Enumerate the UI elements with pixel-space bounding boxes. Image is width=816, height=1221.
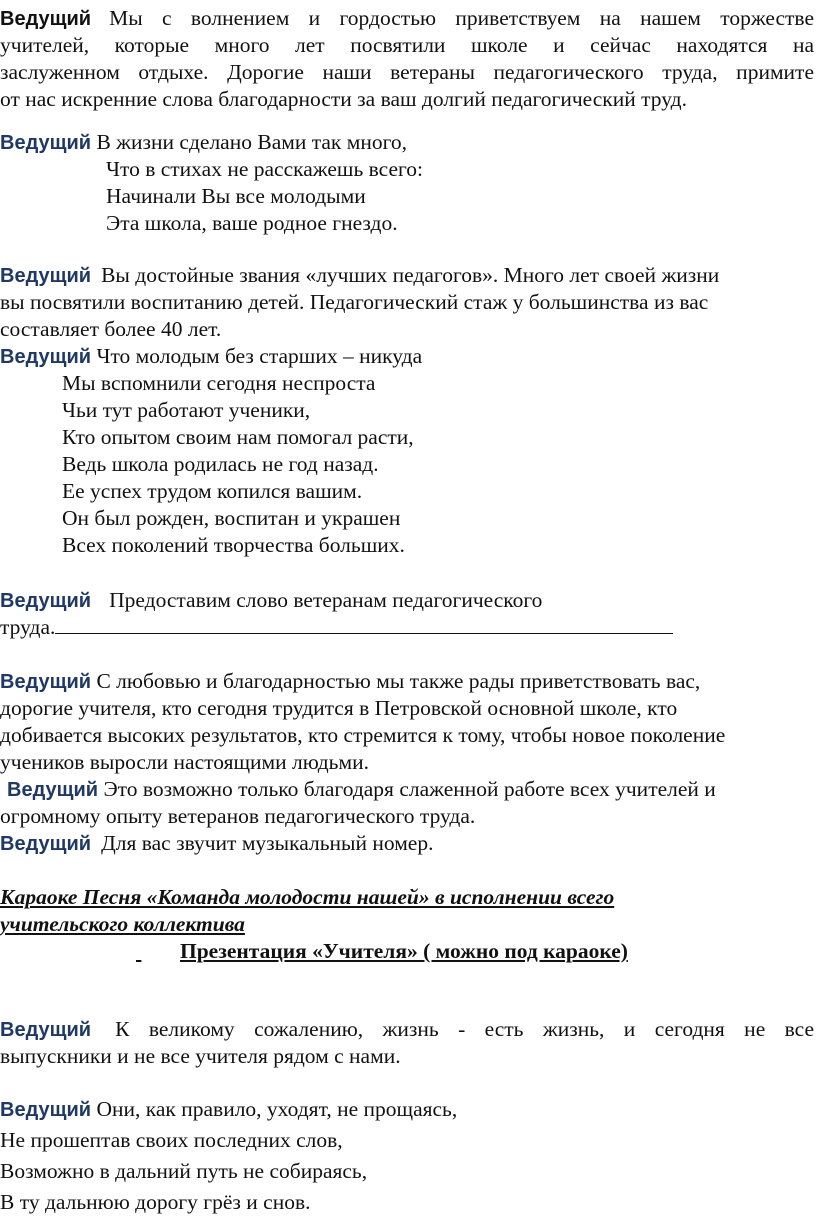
- paragraph-4-text-1: С любовью и благодарностью мы также рады приветствовать вас,: [96, 669, 701, 693]
- paragraph-4-line-1: [0, 668, 700, 695]
- paragraph-4-line-4: учеников выросли настоящими людьми.: [0, 750, 369, 774]
- paragraph-1-line-1: [0, 5, 814, 32]
- speaker-label: Ведущий: [0, 833, 92, 855]
- presentation-text: Презентация «Учителя» ( можно под караоке): [180, 939, 628, 963]
- speaker-label: Ведущий: [0, 265, 92, 287]
- paragraph-3-text-2: труда.: [0, 615, 56, 639]
- poem-2-line-2: Мы вспомнили сегодня неспроста: [62, 371, 376, 395]
- speaker-label: Ведущий: [0, 1019, 92, 1041]
- poem-1-line-4: Эта школа, ваше родное гнездо.: [106, 211, 398, 235]
- poem-1-line-1: [0, 129, 407, 156]
- paragraph-3-line-1: [0, 587, 542, 614]
- poem-2-text-1: Что молодым без старших – никуда: [96, 344, 423, 368]
- poem-3-text-1: Они, как правило, уходят, не прощаясь,: [96, 1097, 458, 1121]
- paragraph-4-line-2: дорогие учителя, кто сегодня трудится в Петровской основной школе, кто: [0, 696, 678, 720]
- paragraph-3-line-2: [0, 614, 673, 640]
- paragraph-5-line-1: [7, 776, 716, 803]
- paragraph-7-text-1: К великому сожалению, жизнь - есть жизнь, и сегодня не все: [115, 1017, 814, 1041]
- poem-3-line-3: Возможно в дальний путь не собираясь,: [0, 1159, 368, 1183]
- paragraph-3-text-1: Предоставим слово ветеранам педагогического: [109, 588, 543, 612]
- poem-2-line-5: Ведь школа родилась не год назад.: [62, 452, 379, 476]
- poem-2-line-3: Чьи тут работают ученики,: [62, 398, 311, 422]
- poem-2-line-4: Кто опытом своим нам помогал расти,: [62, 425, 414, 449]
- paragraph-1-line-4: от нас искренние слова благодарности за ваш долгий педагогический труд.: [0, 87, 687, 111]
- paragraph-4-line-3: добивается высоких результатов, кто стремится к тому, чтобы новое поколение: [0, 723, 726, 747]
- speaker-label: Ведущий: [0, 1099, 92, 1121]
- paragraph-7-line-1: [0, 1016, 814, 1043]
- paragraph-6-text-1: Для вас звучит музыкальный номер.: [101, 831, 434, 855]
- paragraph-1-line-2: учителей, которые много лет посвятили школе и сейчас находятся на: [0, 33, 814, 57]
- paragraph-7-line-2: выпускники и не все учителя рядом с нами.: [0, 1044, 401, 1068]
- speaker-label: Ведущий: [0, 346, 92, 368]
- poem-3-line-1: [0, 1096, 457, 1123]
- presentation-line: [136, 938, 628, 964]
- poem-1-text-1: В жизни сделано Вами так много,: [96, 130, 408, 154]
- poem-2-line-8: Всех поколений творчества больших.: [62, 533, 405, 557]
- poem-3-line-4: В ту дальнюю дорогу грёз и снов.: [0, 1190, 311, 1214]
- poem-1-line-2: Что в стихах не расскажешь всего:: [106, 157, 424, 181]
- poem-2-line-7: Он был рожден, воспитан и украшен: [62, 506, 401, 530]
- speaker-label: Ведущий: [0, 8, 92, 30]
- speaker-label: Ведущий: [0, 590, 92, 612]
- poem-2-line-6: Ее успех трудом копился вашим.: [62, 479, 363, 503]
- speaker-label: Ведущий: [0, 671, 92, 693]
- paragraph-1-line-3: заслуженном отдыхе. Дорогие наши ветераны педагогического труда, примите: [0, 60, 814, 84]
- karaoke-line-2: учительского коллектива: [0, 912, 245, 936]
- paragraph-2-text-1: Вы достойные звания «лучших педагогов». Много лет своей жизни: [101, 263, 720, 287]
- paragraph-2-line-3: составляет более 40 лет.: [0, 317, 222, 341]
- poem-1-line-3: Начинали Вы все молодыми: [106, 184, 366, 208]
- paragraph-2-line-1: [0, 262, 719, 289]
- fill-in-blank-line: [55, 615, 673, 634]
- paragraph-5-line-2: огромному опыту ветеранов педагогического труда.: [0, 804, 476, 828]
- poem-2-line-1: [0, 343, 422, 370]
- poem-3-line-2: Не прошептав своих последних слов,: [0, 1128, 343, 1152]
- karaoke-line-1: Караоке Песня «Команда молодости нашей» в исполнении всего: [0, 885, 615, 909]
- speaker-label: Ведущий: [7, 779, 99, 801]
- paragraph-6-line-1: [0, 830, 433, 857]
- speaker-label: Ведущий: [0, 132, 92, 154]
- paragraph-2-line-2: вы посвятили воспитанию детей. Педагогический стаж у большинства из вас: [0, 290, 709, 314]
- paragraph-5-text-1: Это возможно только благодаря слаженной работе всех учителей и: [103, 777, 716, 801]
- paragraph-1-text-1: Мы с волнением и гордостью приветствуем на нашем торжестве: [109, 6, 814, 30]
